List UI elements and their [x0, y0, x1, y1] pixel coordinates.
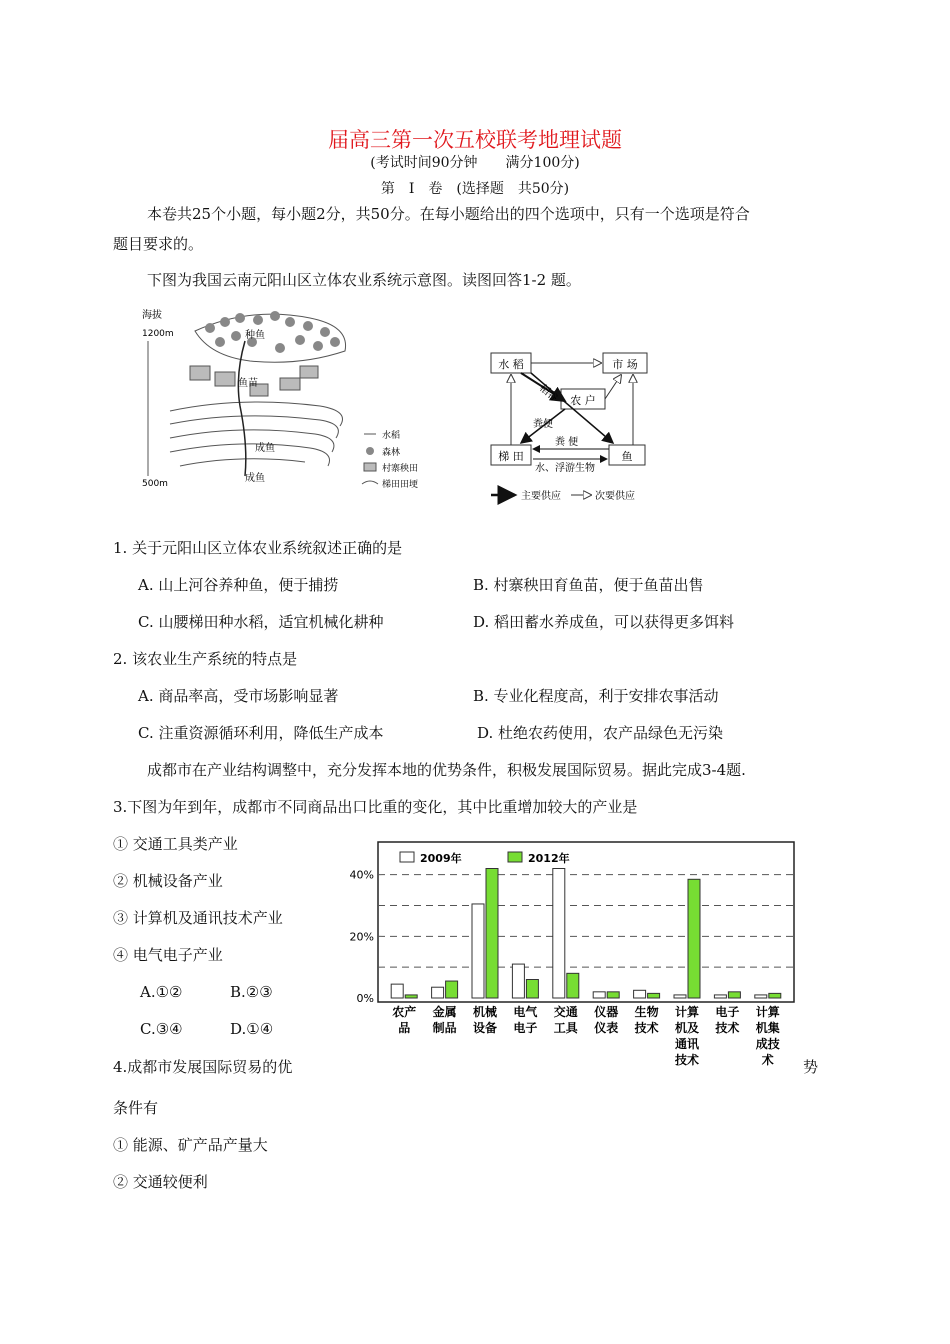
x-tick-label: 制品: [432, 1021, 457, 1035]
bar-2009年-交通工具: [553, 869, 565, 999]
bar-2012年-农产品: [405, 995, 417, 998]
q4-item-1: ① 能源、矿产品产量大: [113, 1136, 268, 1154]
x-tick-label: 术: [761, 1053, 774, 1067]
bar-2012年-机械设备: [486, 869, 498, 999]
bar-2009年-电气电子: [512, 964, 524, 998]
fish-label-3: 成鱼: [255, 443, 275, 454]
legend-secondary: 次要供应: [595, 491, 635, 502]
bar-2012年-仪器仪表: [607, 992, 619, 998]
bar-2009年-计算机及通讯技术: [674, 995, 686, 998]
q1-stem: 1. 关于元阳山区立体农业系统叙述正确的是: [113, 539, 403, 557]
q4-stem-right: 势: [803, 1058, 819, 1076]
fish-label-2: 鱼苗: [238, 378, 258, 389]
q3-stem: 3.下图为年到年，成都市不同商品出口比重的变化，其中比重增加较大的产业是: [113, 798, 638, 816]
x-tick-label: 品: [398, 1021, 411, 1035]
q2-option-b[interactable]: B. 专业化程度高，利于安排农事活动: [473, 687, 719, 705]
bar-2012年-计算机集成技术: [769, 993, 781, 998]
svg-text:农 户: 农 户: [570, 394, 596, 407]
x-tick-label: 电气: [513, 1005, 538, 1019]
q2-option-c[interactable]: C. 注重资源循环利用，降低生产成本: [138, 724, 384, 742]
q3-item-2: ② 机械设备产业: [113, 872, 223, 890]
bar-2012年-金属制品: [446, 981, 458, 998]
chart-frame: [378, 842, 794, 1002]
x-tick-label: 机械: [472, 1005, 498, 1019]
x-tick-label: 技术: [634, 1021, 659, 1035]
bar-2009年-计算机集成技术: [755, 995, 767, 998]
x-tick-label: 农产: [392, 1005, 417, 1019]
svg-text:水 稻: 水 稻: [498, 358, 524, 371]
intro-line1: 本卷共25个小题，每小题2分，共50分。在每小题给出的四个选项中，只有一个选项是符合: [147, 205, 750, 223]
svg-text:梯 田: 梯 田: [498, 450, 524, 463]
bar-2009年-生物技术: [634, 990, 646, 998]
fish-label-4: 成鱼: [245, 473, 265, 484]
label-manure-1: 粪便: [533, 419, 553, 430]
q2-option-d[interactable]: D. 杜绝农药使用，农产品绿色无污染: [477, 724, 724, 742]
legend-rice: 水稻: [382, 431, 401, 441]
bar-2012年-交通工具: [567, 973, 579, 998]
legend-forest: 森林: [382, 448, 401, 458]
q2-option-a[interactable]: A. 商品率高，受市场影响显著: [138, 687, 339, 705]
legend-main: 主要供应: [521, 491, 561, 502]
x-tick-label: 工具: [553, 1021, 578, 1035]
x-tick-label: 机集: [755, 1021, 780, 1035]
export-share-chart: [349, 838, 798, 1078]
legend-village: 村寨秧田: [382, 464, 419, 474]
label-manure-2: 粪 便: [555, 437, 579, 448]
q3-item-1: ① 交通工具类产业: [113, 835, 238, 853]
forest-icons: [205, 311, 340, 353]
q1-option-a[interactable]: A. 山上河谷养种鱼，便于捕捞: [138, 576, 339, 594]
x-tick-label: 电子: [715, 1005, 740, 1019]
bar-2012年-电气电子: [526, 980, 538, 999]
q3-item-4: ④ 电气电子产业: [113, 946, 223, 964]
intro-line2: 题目要求的。: [113, 235, 204, 253]
x-tick-label: 仪器: [594, 1005, 619, 1019]
bar-2012年-电子技术: [728, 992, 740, 998]
bar-2009年-电子技术: [714, 995, 726, 998]
elevation-label: 海拔: [142, 310, 162, 321]
map-prompt: 下图为我国云南元阳山区立体农业系统示意图。读图回答1-2 题。: [147, 271, 581, 289]
q1-option-b[interactable]: B. 村寨秧田育鱼苗，便于鱼苗出售: [473, 576, 704, 594]
bar-2009年-金属制品: [432, 987, 444, 998]
x-tick-label: 金属: [432, 1005, 457, 1019]
legend-label-2009: 2009年: [420, 852, 462, 865]
x-tick-label: 机及: [674, 1021, 700, 1035]
y-tick-label: 40%: [349, 868, 374, 882]
svg-text:鱼: 鱼: [621, 450, 633, 463]
page-title: 届高三第一次五校联考地理试题: [328, 128, 622, 152]
legend-swatch-2012: [508, 852, 522, 862]
y-tick-label: 0%: [356, 992, 374, 1005]
label-grain: 稻谷: [537, 382, 560, 405]
legend-swatch-2009: [400, 852, 414, 862]
bar-2009年-农产品: [391, 984, 403, 998]
q4-stem-cont: 条件有: [113, 1099, 159, 1117]
bar-2009年-仪器仪表: [593, 992, 605, 998]
chengdu-prompt: 成都市在产业结构调整中，充分发挥本地的优势条件，积极发展国际贸易。据此完成3-4题.: [147, 761, 746, 779]
bar-2012年-计算机及通讯技术: [688, 879, 700, 998]
bar-2012年-生物技术: [648, 993, 660, 998]
x-tick-label: 设备: [472, 1021, 498, 1035]
label-water: 水、浮游生物: [535, 463, 595, 474]
x-tick-label: 通讯: [674, 1037, 700, 1051]
q3-option-c[interactable]: C.③④: [140, 1020, 183, 1038]
x-tick-label: 生物: [634, 1005, 659, 1019]
y-tick-label: 20%: [349, 930, 374, 944]
bar-2009年-机械设备: [472, 904, 484, 998]
top-elevation: 1200m: [142, 329, 174, 339]
svg-text:市 场: 市 场: [612, 358, 638, 371]
bottom-elevation: 500m: [142, 479, 168, 489]
x-tick-label: 成技: [755, 1037, 780, 1051]
x-tick-label: 仪表: [594, 1021, 619, 1035]
q1-option-c[interactable]: C. 山腰梯田种水稻，适宜机械化耕种: [138, 613, 384, 631]
x-tick-label: 计算: [755, 1005, 780, 1019]
x-tick-label: 交通: [553, 1005, 578, 1019]
flow-figure: [485, 345, 675, 505]
q2-stem: 2. 该农业生产系统的特点是: [113, 650, 298, 668]
x-tick-label: 计算: [674, 1005, 700, 1019]
q3-option-d[interactable]: D.①④: [230, 1020, 274, 1038]
x-tick-label: 技术: [715, 1021, 740, 1035]
legend-label-2012: 2012年: [528, 852, 570, 865]
fish-label-1: 种鱼: [245, 330, 265, 341]
exam-info: (考试时间90分钟 满分100分): [370, 155, 580, 171]
q4-stem-left: 4.成都市发展国际贸易的优: [113, 1058, 293, 1076]
x-tick-label: 电子: [513, 1021, 538, 1035]
x-tick-label: 技术: [674, 1053, 700, 1067]
q3-option-a[interactable]: A.①②: [140, 983, 183, 1001]
q3-item-3: ③ 计算机及通讯技术产业: [113, 909, 283, 927]
terrain-figure: [140, 306, 460, 506]
legend-terrace: 梯田田埂: [382, 480, 419, 490]
section-heading: 第 Ⅰ 卷 (选择题 共50分): [380, 181, 570, 197]
q4-item-2: ② 交通较便利: [113, 1173, 208, 1191]
q1-option-d[interactable]: D. 稻田蓄水养成鱼，可以获得更多饵料: [473, 613, 735, 631]
q3-option-b[interactable]: B.②③: [230, 983, 273, 1001]
